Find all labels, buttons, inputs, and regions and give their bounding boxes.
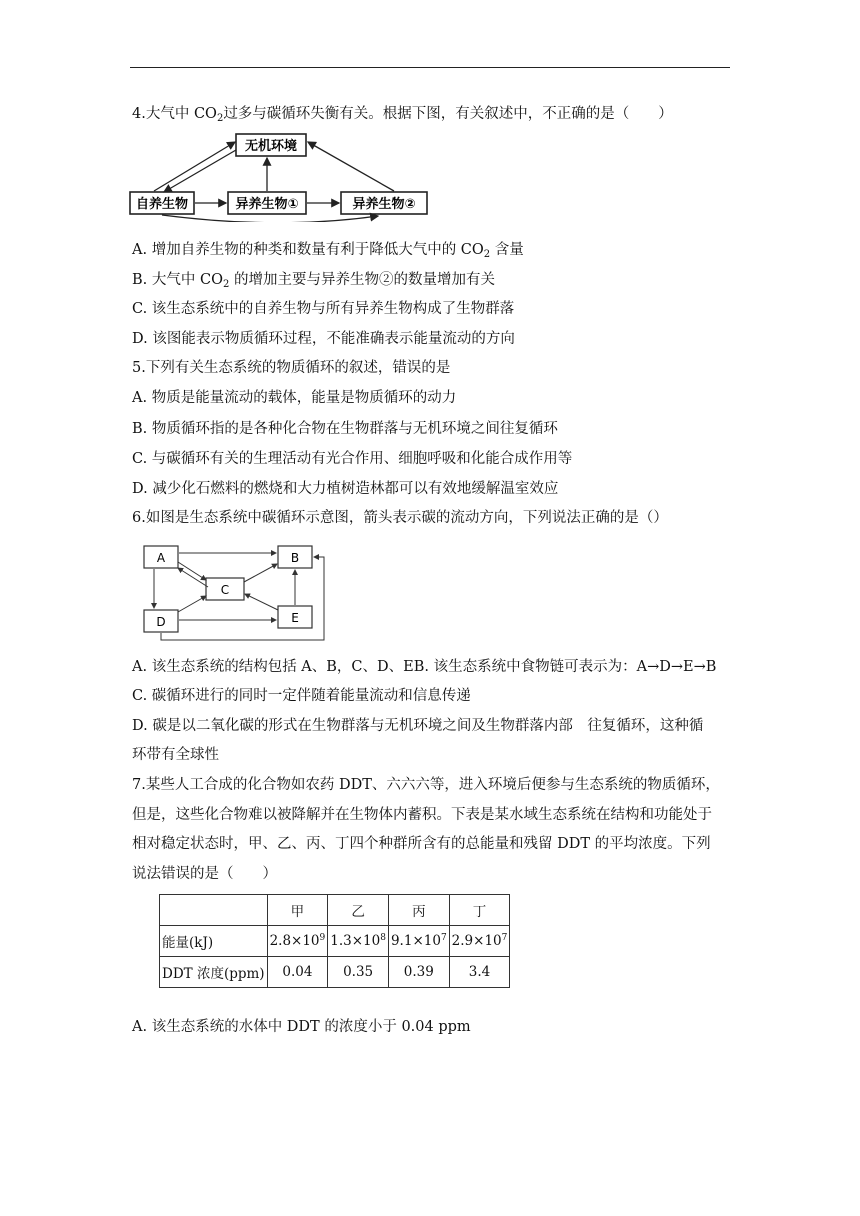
q7-stem-line3: 相对稳定状态时，甲、乙、丙、丁四个种群所含有的总能量和残留 DDT 的平均浓度。下列: [132, 836, 711, 852]
ddt-table: [159, 894, 510, 988]
table-cell: $9.1\times 10^7$: [388, 926, 449, 957]
q5-option-a: A. 物质是能量流动的载体，能量是物质循环的动力: [132, 390, 457, 406]
q7-option-a: A. 该生态系统的水体中 DDT 的浓度小于 0.04 ppm: [132, 1019, 471, 1035]
table-header-cell: 乙: [328, 895, 389, 926]
table-header-row: [160, 895, 510, 926]
table-cell: $2.8\times 10^9$: [267, 926, 328, 957]
label-b: B: [290, 551, 300, 565]
q4-option-b: B. 大气中 $CO_2$ 的增加主要与异养生物②的数量增加有关: [132, 272, 495, 290]
table-cell: $1.3\times 10^8$: [328, 926, 389, 957]
table-header-cell: 甲: [267, 895, 328, 926]
q7-stem-line1: 7.某些人工合成的化合物如农药 DDT、六六六等，进入环境后便参与生态系统的物质循环，: [132, 777, 720, 793]
label-c: C: [220, 583, 230, 597]
table-header-cell: 丙: [388, 895, 449, 926]
q7-stem-line2: 但是，这些化合物难以被降解并在生物体内蓄积。下表是某水域生态系统在结构和功能处于: [132, 807, 712, 823]
q5-option-d: D. 减少化石燃料的燃烧和大力植树造林都可以有效地缓解温室效应: [132, 481, 559, 497]
q4-option-c: C. 该生态系统中的自养生物与所有异养生物构成了生物群落: [132, 301, 515, 317]
q5-option-c: C. 与碳循环有关的生理活动有光合作用、细胞呼吸和化能合成作用等: [132, 451, 573, 467]
label-autotroph: 自养生物: [135, 197, 189, 212]
label-heterotroph-2: 异养生物②: [352, 197, 416, 212]
table-row-energy: [160, 926, 510, 957]
row-label-ddt: DDT 浓度(ppm): [160, 957, 268, 988]
carbon-cycle-diagram-q6: [128, 540, 334, 644]
label-heterotroph-1: 异养生物①: [235, 197, 299, 212]
label-a: A: [156, 551, 166, 565]
table-corner-cell: [160, 895, 268, 926]
q5-option-b: B. 物质循环指的是各种化合物在生物群落与无机环境之间往复循环: [132, 421, 558, 437]
q4-option-d: D. 该图能表示物质循环过程，不能准确表示能量流动的方向: [132, 331, 515, 347]
q4-option-a: A. 增加自养生物的种类和数量有利于降低大气中的 $CO_2$ 含量: [132, 242, 524, 260]
label-e: E: [291, 611, 299, 625]
q7-stem-line4: 说法错误的是（ ）: [132, 866, 277, 882]
q6-stem: 6.如图是生态系统中碳循环示意图，箭头表示碳的流动方向，下列说法正确的是（）: [132, 510, 668, 526]
row-label-energy: 能量(kJ): [160, 926, 268, 957]
table-row-ddt: [160, 957, 510, 988]
table-cell: 0.39: [388, 957, 449, 988]
table-cell: $2.9\times 10^7$: [449, 926, 510, 957]
table-cell: 0.35: [328, 957, 389, 988]
q6-option-d-line1: D. 碳是以二氧化碳的形式在生物群落与无机环境之间及生物群落内部 往复循环，这种循: [132, 718, 704, 734]
q6-option-d-line2: 环带有全球性: [132, 747, 219, 763]
q4-stem: 4.大气中 $CO_2$过多与碳循环失衡有关。根据下图，有关叙述中，不正确的是（ ）: [132, 106, 673, 124]
table-cell: 3.4: [449, 957, 510, 988]
table-header-cell: 丁: [449, 895, 510, 926]
q6-option-c: C. 碳循环进行的同时一定伴随着能量流动和信息传递: [132, 688, 471, 704]
q5-stem: 5.下列有关生态系统的物质循环的叙述，错误的是: [132, 360, 451, 376]
q6-options-ab: A. 该生态系统的结构包括 A、B，C、D、EB. 该生态系统中食物链可表示为：A→D→E→B: [132, 659, 717, 675]
label-d: D: [156, 615, 166, 629]
carbon-cycle-diagram-q4: [128, 132, 430, 222]
header-rule: [130, 67, 730, 68]
table-cell: 0.04: [267, 957, 328, 988]
label-inorganic-env: 无机环境: [244, 139, 298, 154]
